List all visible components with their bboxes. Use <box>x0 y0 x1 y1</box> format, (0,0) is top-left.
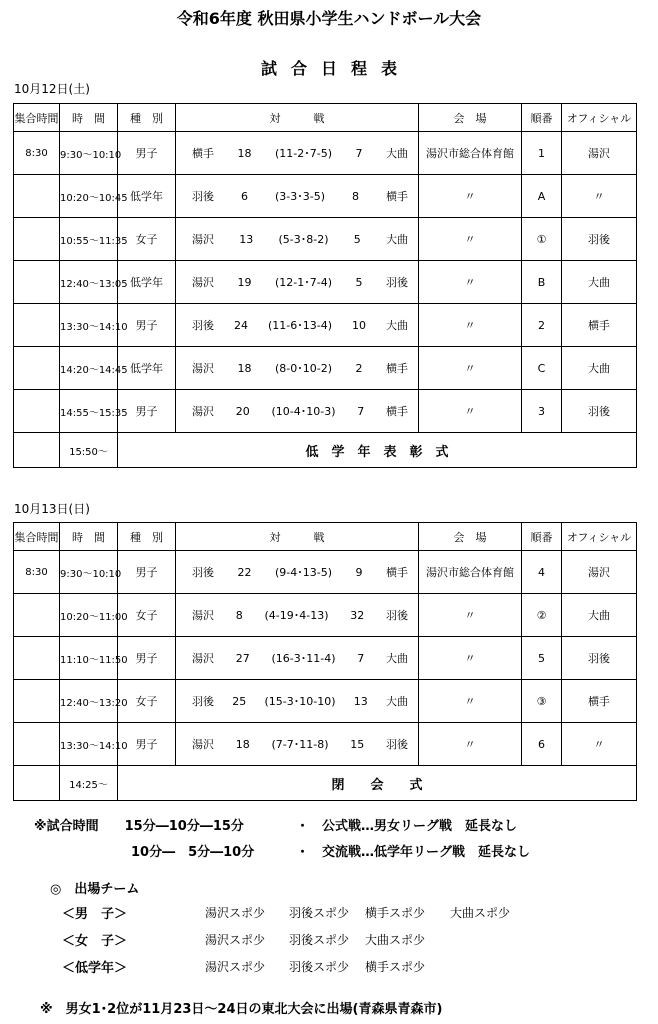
official-cell: 大曲 <box>562 261 637 304</box>
event-time-cell: 15:50～ <box>60 433 118 468</box>
event-blank-cell <box>14 766 60 801</box>
category-cell: 男子 <box>118 132 176 175</box>
venue-cell: 〃 <box>419 347 522 390</box>
day1-date: 10月12日(土) <box>14 82 90 96</box>
time-cell: 14:55～15:35 <box>60 390 118 433</box>
gather-time-cell <box>14 218 60 261</box>
team-name: 大曲スポ少 <box>365 933 426 947</box>
score-detail: (9-4･13-5) <box>274 566 332 579</box>
header-venue: 会 場 <box>419 523 522 551</box>
gather-time-cell <box>14 594 60 637</box>
team2-score: 9 <box>355 565 363 579</box>
match-line <box>176 564 418 580</box>
gather-time-cell: 8:30 <box>14 551 60 594</box>
official-cell: 湯沢 <box>562 132 637 175</box>
team2-name: 横手 <box>385 566 408 579</box>
day1-schedule-table <box>13 103 637 468</box>
official-cell: 大曲 <box>562 347 637 390</box>
footer-note: ※ 男女1･2位が11月23日～24日の東北大会に出場(青森県青森市) <box>40 1002 443 1017</box>
team-name: 大曲スポ少 <box>450 906 511 920</box>
match-line <box>176 607 418 623</box>
day2-date: 10月13日(日) <box>14 502 90 516</box>
team2-name: 横手 <box>385 405 408 418</box>
event-label-cell: 低 学 年 表 彰 式 <box>118 433 637 468</box>
category-cell: 低学年 <box>118 261 176 304</box>
team-group-label-boys: ＜男 子＞ <box>62 907 128 922</box>
score-detail: (10-4･10-3) <box>271 405 336 418</box>
official-cell: 羽後 <box>562 390 637 433</box>
gather-time-cell: 8:30 <box>14 132 60 175</box>
category-cell: 男子 <box>118 723 176 766</box>
gather-time-cell <box>14 723 60 766</box>
team2-score: 7 <box>357 651 365 665</box>
time-cell: 13:30～14:10 <box>60 304 118 347</box>
team-name: 横手スポ少 <box>365 906 426 920</box>
time-cell: 10:20～10:45 <box>60 175 118 218</box>
header-type: 種 別 <box>118 523 176 551</box>
team2-score: 15 <box>350 737 365 751</box>
team-name: 湯沢スポ少 <box>205 906 266 920</box>
gather-time-cell <box>14 347 60 390</box>
time-cell: 14:20～14:45 <box>60 347 118 390</box>
team2-name: 大曲 <box>385 652 408 665</box>
gather-time-cell <box>14 175 60 218</box>
header-gather: 集合時間 <box>14 523 60 551</box>
event-blank-cell <box>14 433 60 468</box>
header-match: 対 戦 <box>176 104 419 132</box>
team1-name: 湯沢 <box>192 609 214 622</box>
team2-name: 大曲 <box>385 695 408 708</box>
score-detail: (4-19･4-13) <box>264 609 329 622</box>
table-row <box>14 637 637 680</box>
venue-cell: 〃 <box>419 304 522 347</box>
team-group-label-girls: ＜女 子＞ <box>62 934 128 949</box>
team-group-label-junior: ＜低学年＞ <box>62 961 128 976</box>
team2-score: 5 <box>355 275 363 289</box>
table-row <box>14 594 637 637</box>
team-name: 羽後スポ少 <box>289 933 350 947</box>
table-row <box>14 551 637 594</box>
team2-name: 大曲 <box>385 319 408 332</box>
team1-name: 湯沢 <box>192 233 214 246</box>
category-cell: 男子 <box>118 551 176 594</box>
teams-heading: ◎ 出場チーム <box>50 882 140 897</box>
team1-score: 20 <box>235 404 250 418</box>
team1-score: 8 <box>235 608 243 622</box>
order-cell: B <box>522 261 562 304</box>
team1-score: 18 <box>237 146 252 160</box>
table-row <box>14 218 637 261</box>
team2-name: 横手 <box>385 190 408 203</box>
official-cell: 湯沢 <box>562 551 637 594</box>
team2-name: 羽後 <box>385 276 408 289</box>
score-detail: (15-3･10-10) <box>264 695 336 708</box>
order-cell: ① <box>522 218 562 261</box>
match-cell <box>176 723 419 766</box>
category-cell: 低学年 <box>118 347 176 390</box>
team1-score: 24 <box>233 318 248 332</box>
time-cell: 12:40～13:05 <box>60 261 118 304</box>
venue-cell: 〃 <box>419 680 522 723</box>
table-row <box>14 723 637 766</box>
team2-name: 羽後 <box>385 609 408 622</box>
team1-name: 羽後 <box>192 695 214 708</box>
event-row <box>14 766 637 801</box>
day2-schedule-table <box>13 522 637 801</box>
note-exchange-match: ・ 交流戦…低学年リーグ戦 延長なし <box>296 845 531 860</box>
team2-score: 10 <box>351 318 366 332</box>
category-cell: 女子 <box>118 218 176 261</box>
match-line <box>176 360 418 376</box>
team1-score: 13 <box>239 232 254 246</box>
category-cell: 男子 <box>118 637 176 680</box>
team1-name: 湯沢 <box>192 405 214 418</box>
venue-cell: 〃 <box>419 390 522 433</box>
order-cell: 2 <box>522 304 562 347</box>
team2-name: 大曲 <box>385 233 408 246</box>
official-cell: 横手 <box>562 304 637 347</box>
table-header-row <box>14 523 637 551</box>
team1-name: 湯沢 <box>192 652 214 665</box>
score-detail: (11-6･13-4) <box>267 319 332 332</box>
team2-score: 8 <box>351 189 359 203</box>
order-cell: 3 <box>522 390 562 433</box>
order-cell: ③ <box>522 680 562 723</box>
score-detail: (12-1･7-4) <box>274 276 332 289</box>
team-name: 羽後スポ少 <box>289 960 350 974</box>
gather-time-cell <box>14 261 60 304</box>
table-row <box>14 175 637 218</box>
venue-cell: 湯沢市総合体育館 <box>419 551 522 594</box>
match-line <box>176 693 418 709</box>
table-row <box>14 680 637 723</box>
venue-cell: 〃 <box>419 637 522 680</box>
table-header-row <box>14 104 637 132</box>
order-cell: ② <box>522 594 562 637</box>
order-cell: C <box>522 347 562 390</box>
gather-time-cell <box>14 680 60 723</box>
match-line <box>176 736 418 752</box>
header-order: 順番 <box>522 523 562 551</box>
team-name: 横手スポ少 <box>365 960 426 974</box>
match-line <box>176 188 418 204</box>
category-cell: 女子 <box>118 680 176 723</box>
match-cell <box>176 261 419 304</box>
time-cell: 9:30～10:10 <box>60 132 118 175</box>
match-cell <box>176 680 419 723</box>
gather-time-cell <box>14 637 60 680</box>
team2-name: 羽後 <box>385 738 408 751</box>
table-row <box>14 261 637 304</box>
official-cell: 〃 <box>562 723 637 766</box>
event-row <box>14 433 637 468</box>
table-row <box>14 390 637 433</box>
order-cell: 5 <box>522 637 562 680</box>
order-cell: 4 <box>522 551 562 594</box>
team1-name: 羽後 <box>192 190 214 203</box>
score-detail: (7-7･11-8) <box>271 738 329 751</box>
page-title: 令和6年度 秋田県小学生ハンドボール大会 <box>176 9 482 28</box>
team2-score: 13 <box>353 694 368 708</box>
team2-score: 32 <box>350 608 365 622</box>
score-detail: (11-2･7-5) <box>274 147 332 160</box>
note-official-match: ・ 公式戦…男女リーグ戦 延長なし <box>296 819 518 834</box>
match-line <box>176 274 418 290</box>
team1-score: 6 <box>240 189 248 203</box>
team2-name: 大曲 <box>385 147 408 160</box>
official-cell: 羽後 <box>562 218 637 261</box>
venue-cell: 〃 <box>419 723 522 766</box>
time-cell: 13:30～14:10 <box>60 723 118 766</box>
team1-score: 18 <box>237 361 252 375</box>
venue-cell: 〃 <box>419 594 522 637</box>
score-detail: (8-0･10-2) <box>274 362 332 375</box>
category-cell: 男子 <box>118 390 176 433</box>
team-name: 湯沢スポ少 <box>205 960 266 974</box>
team1-score: 22 <box>237 565 252 579</box>
time-cell: 12:40～13:20 <box>60 680 118 723</box>
time-cell: 9:30～10:10 <box>60 551 118 594</box>
header-venue: 会 場 <box>419 104 522 132</box>
match-line <box>176 231 418 247</box>
team2-score: 7 <box>355 146 363 160</box>
match-cell <box>176 594 419 637</box>
match-line <box>176 145 418 161</box>
team1-name: 湯沢 <box>192 738 214 751</box>
team1-name: 湯沢 <box>192 362 214 375</box>
venue-cell: 〃 <box>419 261 522 304</box>
table-row <box>14 304 637 347</box>
gather-time-cell <box>14 304 60 347</box>
team1-score: 18 <box>235 737 250 751</box>
team1-name: 羽後 <box>192 566 214 579</box>
score-detail: (16-3･11-4) <box>271 652 336 665</box>
team1-score: 27 <box>235 651 250 665</box>
note-game-time-2: 10分― 5分―10分 <box>131 845 255 860</box>
match-cell <box>176 637 419 680</box>
header-official: オフィシャル <box>562 104 637 132</box>
note-game-time-1: ※試合時間 15分―10分―15分 <box>34 819 244 834</box>
team1-name: 横手 <box>192 147 214 160</box>
team1-name: 湯沢 <box>192 276 214 289</box>
official-cell: 大曲 <box>562 594 637 637</box>
team2-score: 2 <box>355 361 363 375</box>
team2-name: 横手 <box>385 362 408 375</box>
match-line <box>176 403 418 419</box>
category-cell: 低学年 <box>118 175 176 218</box>
team2-score: 7 <box>357 404 365 418</box>
header-match: 対 戦 <box>176 523 419 551</box>
table-row <box>14 132 637 175</box>
header-gather: 集合時間 <box>14 104 60 132</box>
score-detail: (5-3･8-2) <box>278 233 329 246</box>
category-cell: 女子 <box>118 594 176 637</box>
score-detail: (3-3･3-5) <box>274 190 325 203</box>
header-order: 順番 <box>522 104 562 132</box>
match-cell <box>176 218 419 261</box>
gather-time-cell <box>14 390 60 433</box>
page-subtitle: 試合日程表 <box>260 59 411 78</box>
team1-score: 19 <box>237 275 252 289</box>
match-cell <box>176 175 419 218</box>
official-cell: 〃 <box>562 175 637 218</box>
header-time: 時 間 <box>60 523 118 551</box>
match-cell <box>176 132 419 175</box>
venue-cell: 〃 <box>419 175 522 218</box>
table-row <box>14 347 637 390</box>
header-official: オフィシャル <box>562 523 637 551</box>
match-line <box>176 650 418 666</box>
official-cell: 羽後 <box>562 637 637 680</box>
header-time: 時 間 <box>60 104 118 132</box>
team-name: 羽後スポ少 <box>289 906 350 920</box>
time-cell: 10:55～11:35 <box>60 218 118 261</box>
event-label-cell: 閉 会 式 <box>118 766 637 801</box>
event-time-cell: 14:25～ <box>60 766 118 801</box>
match-cell <box>176 347 419 390</box>
venue-cell: 〃 <box>419 218 522 261</box>
venue-cell: 湯沢市総合体育館 <box>419 132 522 175</box>
team1-name: 羽後 <box>192 319 214 332</box>
category-cell: 男子 <box>118 304 176 347</box>
time-cell: 10:20～11:00 <box>60 594 118 637</box>
order-cell: 1 <box>522 132 562 175</box>
official-cell: 横手 <box>562 680 637 723</box>
order-cell: 6 <box>522 723 562 766</box>
header-type: 種 別 <box>118 104 176 132</box>
team1-score: 25 <box>232 694 247 708</box>
match-cell <box>176 390 419 433</box>
match-cell <box>176 551 419 594</box>
match-line <box>176 317 418 333</box>
time-cell: 11:10～11:50 <box>60 637 118 680</box>
team-name: 湯沢スポ少 <box>205 933 266 947</box>
order-cell: A <box>522 175 562 218</box>
team2-score: 5 <box>353 232 361 246</box>
match-cell <box>176 304 419 347</box>
